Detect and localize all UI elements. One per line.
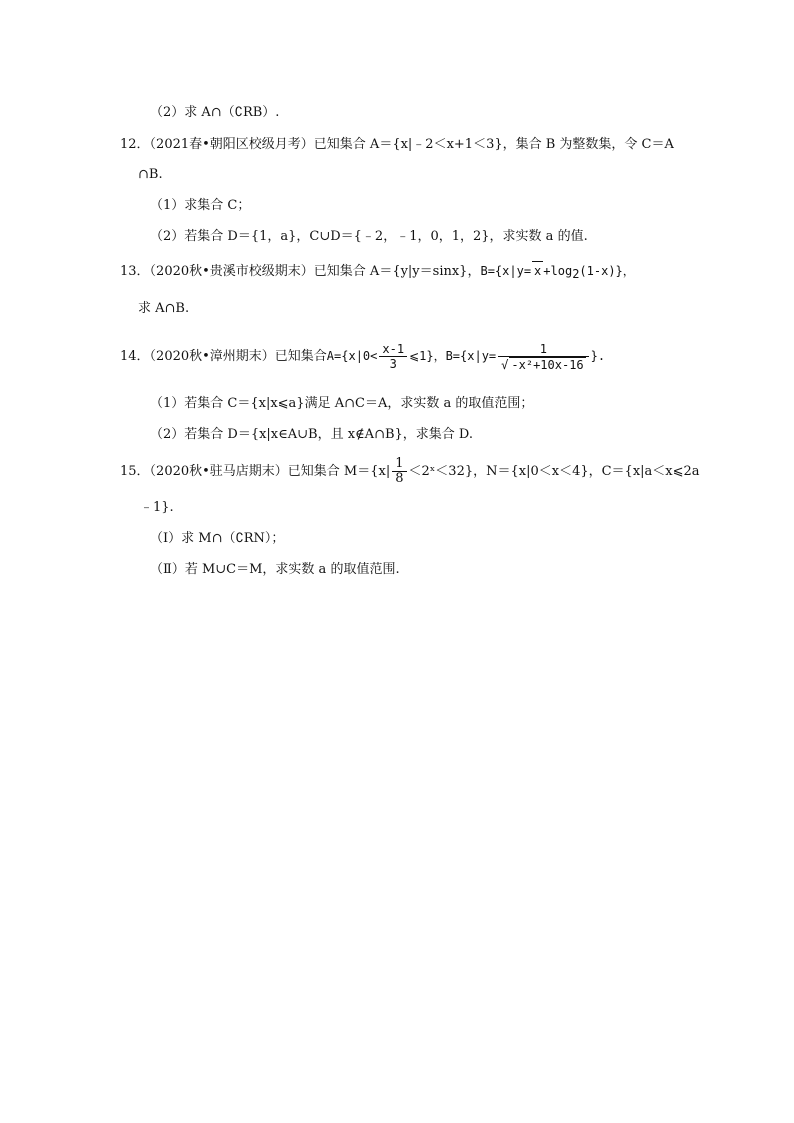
q14-frac-b-den: √ -x²+10x-16 <box>501 357 584 372</box>
q13-log-base: 2 <box>572 267 580 281</box>
q15-suffix: ＜2ˣ＜32}，N＝{x|0＜x＜4}，C＝{x|a＜x⩽2a <box>408 464 700 479</box>
q12-stem-line2: ∩B. <box>138 167 163 182</box>
q14-part1: （1）若集合 C＝{x|x⩽a}满足 A∩C＝A，求实数 a 的取值范围； <box>150 396 534 411</box>
q14-frac-a-den: 3 <box>389 357 397 371</box>
q14-set-a-start: A={x|0< <box>326 349 378 363</box>
q14-set-b-start: B={x|y= <box>445 349 497 363</box>
q13-prefix: 13．（2020秋•贵溪市校级期末）已知集合 A＝{y|y＝sinx}， <box>120 264 481 279</box>
q13-stem-line1 <box>120 261 635 283</box>
q12-part2: （2）若集合 D＝{1，a}，C∪D＝{﹣2，﹣1，0，1，2}，求实数 a 的值. <box>150 229 588 244</box>
q12-stem-line1: 12．（2021春•朝阳区校级月考）已知集合 A＝{x|﹣2＜x+1＜3}，集合 B 为整数集，令 C＝A <box>120 137 674 152</box>
q13-stem-line2: 求 A∩B. <box>138 301 190 316</box>
q14-stem <box>120 338 605 375</box>
q13-sqrt: x <box>532 261 543 280</box>
q13-set-b-end: (1-x)}， <box>579 264 635 278</box>
q14-frac-a-num: x-1 <box>379 342 407 357</box>
q14-frac-b <box>498 342 588 372</box>
q15-frac-num: 1 <box>392 457 406 472</box>
q15-frac-den: 8 <box>395 471 404 486</box>
q15-stem-line1 <box>120 455 700 489</box>
q15-part2: （Ⅱ）若 M∪C＝M，求实数 a 的取值范围. <box>150 562 400 577</box>
q14-set-b-end: }. <box>590 349 606 363</box>
q15-stem-line2: ﹣1}. <box>140 500 174 515</box>
q14-frac-b-num: 1 <box>498 342 588 357</box>
q13-log: +log <box>543 264 573 278</box>
q12-part1: （1）求集合 C； <box>150 198 251 213</box>
q15-prefix: 15．（2020秋•驻马店期末）已知集合 M＝{x| <box>120 464 391 479</box>
q13-set-b-start: B={x|y= <box>480 264 532 278</box>
q14-prefix: 14．（2020秋•漳州期末）已知集合 <box>120 349 327 364</box>
q15-part1: （Ⅰ）求 M∩（∁RN）； <box>150 531 285 546</box>
q11-part2: （2）求 A∩（∁RB）. <box>150 105 280 120</box>
q14-sqrt: -x²+10x-16 <box>511 357 584 372</box>
q14-set-a-end: ⩽1}， <box>409 349 446 363</box>
q14-part2: （2）若集合 D＝{x|x∈A∪B，且 x∉A∩B}，求集合 D. <box>150 427 474 442</box>
q15-frac <box>392 457 406 486</box>
q14-frac-a <box>379 342 407 371</box>
